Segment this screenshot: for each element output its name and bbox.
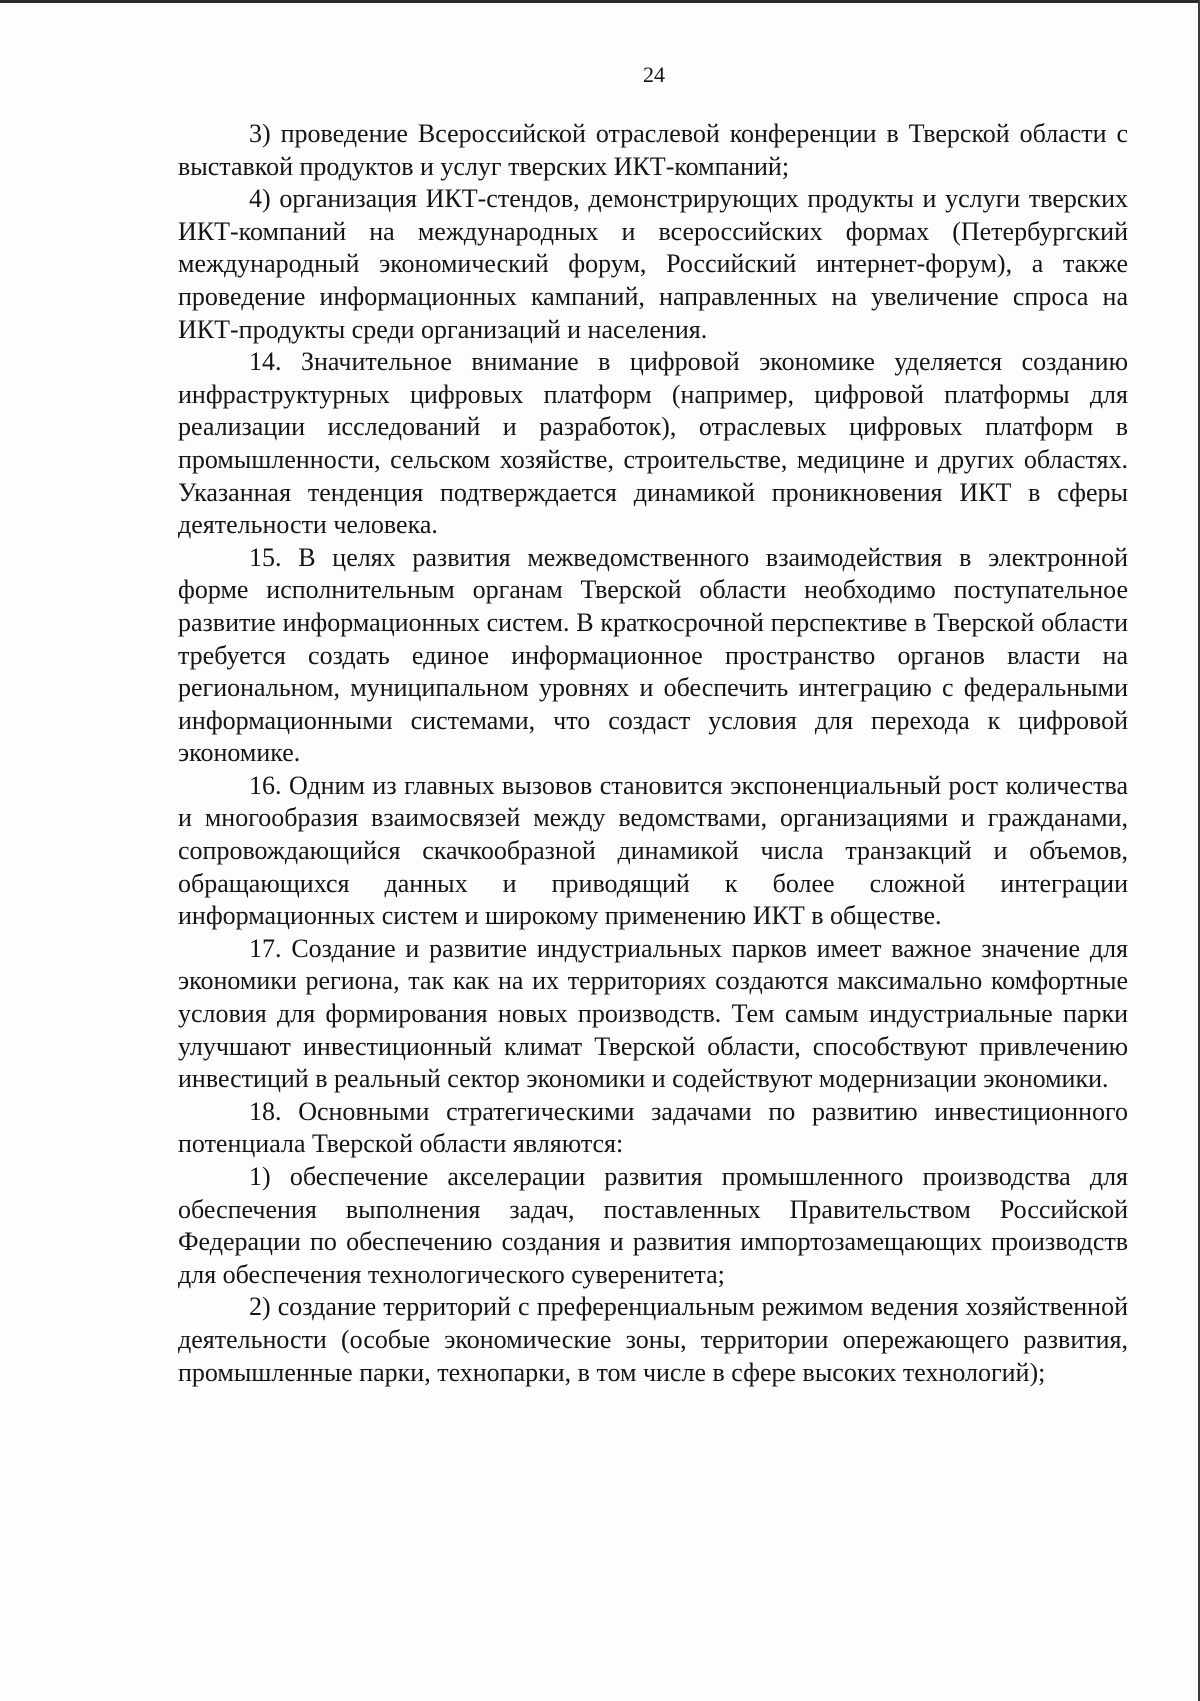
page-number: 24 [643, 62, 665, 87]
paragraph-item-3: 3) проведение Всероссийской отраслевой конференции в Тверской области с выставкой продуктов и услуг тверских ИКТ-компаний; [178, 119, 1128, 181]
scan-edge-top [0, 0, 1200, 3]
paragraph-18-item-2: 2) создание территорий с преференциальным режимом ведения хозяйственной деятельности (особые экономические зоны, территории опережающего развития, промышленные парки, технопарки, в том числе в сфере высоких технологий); [178, 1292, 1128, 1387]
paragraph-18: 18. Основными стратегическими задачами по развитию инвестиционного потенциала Тверской области являются: [178, 1096, 1128, 1159]
document-body [178, 118, 1128, 1389]
paragraph-18-item-1: 1) обеспечение акселерации развития промышленного производства для обеспечения выполнения задач, поставленных Правительством Российской Федерации по обеспечению создания и развития импортозамещающих производств для обеспечения технологического суверенитета; [178, 1162, 1128, 1289]
paragraph-16: 16. Одним из главных вызовов становится экспоненциальный рост количества и многообразия взаимосвязей между ведомствами, организациями и гражданами, сопровождающийся скачкообразной динамикой числа транзакций и объемов, обращающихся данных и приводящий к более сложной интеграции информационных систем и широкому применению ИКТ в обществе. [178, 770, 1128, 931]
paragraph-item-4: 4) организация ИКТ-стендов, демонстрирующих продукты и услуги тверских ИКТ-компаний на международных и всероссийских формах (Петербургский международный экономический форум, Российский интернет-форум), а также проведение информационных кампаний, направленных на увеличение спроса на ИКТ-продукты среди организаций и населения. [178, 184, 1128, 344]
paragraph-17: 17. Создание и развитие индустриальных парков имеет важное значение для экономики региона, так как на их территориях создаются максимально комфортные условия для формирования новых производств. Тем самым индустриальные парки улучшают инвестиционный климат Тверской области, способствуют привлечению инвестиций в реальный сектор экономики и содействуют модернизации экономики. [178, 933, 1128, 1094]
paragraph-14: 14. Значительное внимание в цифровой экономике уделяется созданию инфраструктурных цифровых платформ (например, цифровой платформы для реализации исследований и разработок), отраслевых цифровых платформ в промышленности, сельском хозяйстве, строительстве, медицине и других областях. Указанная тенденция подтверждается динамикой проникновения ИКТ в сферы деятельности человека. [178, 347, 1128, 540]
paragraph-15: 15. В целях развития межведомственного взаимодействия в электронной форме исполнительным органам Тверской области необходимо поступательное развитие информационных систем. В краткосрочной перспективе в Тверской области требуется создать единое информационное пространство органов власти на региональном, муниципальном уровнях и обеспечить интеграцию с федеральными информационными системами, что создаст условия для перехода к цифровой экономике. [178, 542, 1128, 768]
